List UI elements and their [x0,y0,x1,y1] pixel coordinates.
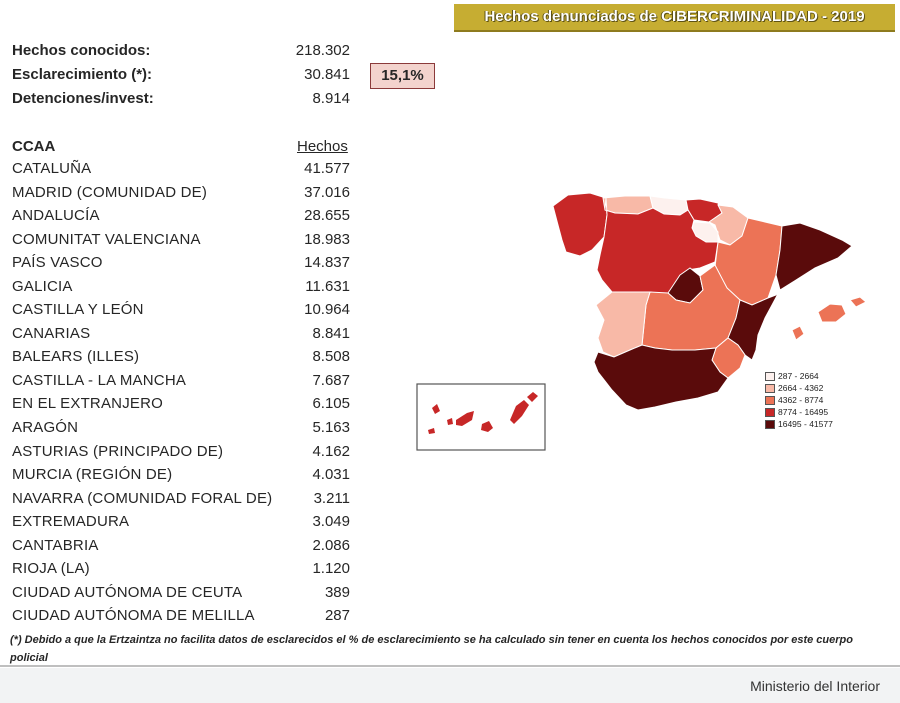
legend-item [765,406,875,418]
region-facts-value: 7.687 [312,371,350,389]
region-baleares-mallorca [818,304,846,322]
source-credit: Ministerio del Interior [750,678,880,694]
table-row [0,182,360,206]
region-name: CIUDAD AUTÓNOMA DE MELILLA [12,607,255,625]
legend-label: 287 - 2664 [778,371,819,381]
region-name: MADRID (COMUNIDAD DE) [12,183,208,201]
region-facts-value: 10.964 [304,301,350,319]
legend-swatch [765,408,775,417]
table-row [0,323,360,347]
region-name: EN EL EXTRANJERO [12,395,164,413]
legend-swatch [765,372,775,381]
region-facts-value: 28.655 [304,207,350,225]
region-facts-value: 4.162 [312,442,350,460]
table-row [0,511,360,535]
table-row [0,370,360,394]
region-facts-value: 3.049 [312,513,350,531]
table-row [0,205,360,229]
table-row [0,488,360,512]
region-name: ANDALUCÍA [12,207,100,225]
arrests-value: 8.914 [312,90,350,107]
table-row [0,535,360,559]
region-name: BALEARS (ILLES) [12,348,140,366]
arrests-label: Detenciones/invest: [12,90,154,107]
divider [0,665,900,667]
cleared-label: Esclarecimiento (*): [12,66,153,83]
region-facts-value: 18.983 [304,230,350,248]
table-row [0,229,360,253]
known-facts-value: 218.302 [295,42,350,59]
legend-swatch [765,384,775,393]
table-row [0,276,360,300]
region-name: EXTREMADURA [12,513,130,531]
legend-label: 2664 - 4362 [778,383,824,393]
region-facts-value: 41.577 [304,160,350,177]
region-name: CANARIAS [12,324,91,342]
region-baleares-ibiza [792,326,804,340]
region-name: NAVARRA (COMUNIDAD FORAL DE) [12,489,273,507]
region-name: CASTILLA Y LEÓN [12,301,144,319]
report-title: Hechos denunciados de CIBERCRIMINALIDAD - 2019 [484,8,865,25]
region-name: CATALUÑA [12,160,92,177]
legend-item [765,418,875,430]
table-row [0,558,360,582]
table-row [0,441,360,465]
title-bar [454,4,895,32]
legend-item [765,394,875,406]
region-name: COMUNITAT VALENCIANA [12,230,201,248]
table-row [0,605,360,629]
canary-islands-inset-frame [417,384,545,450]
region-name: CASTILLA - LA MANCHA [12,371,187,389]
table-row [0,417,360,441]
region-facts-value: 5.163 [312,419,350,437]
legend-item [765,382,875,394]
region-column-header: CCAA [12,138,56,155]
balearic-islands [792,297,866,340]
region-facts-value: 4.031 [312,466,350,484]
region-name: ARAGÓN [12,419,79,437]
table-row [0,158,360,182]
footnote: (*) Debido a que la Ertzaintza no facilita datos de esclarecidos el % de esclarecimiento se ha calculado sin tener en cuenta los hechos conocidos por este cuerpo policial [10,634,853,664]
region-facts-value: 8.508 [312,348,350,366]
region-facts-value: 6.105 [312,395,350,413]
region-name: RIOJA (LA) [12,560,90,578]
region-facts-value: 11.631 [305,277,350,295]
region-cataluna [776,223,852,290]
legend-label: 4362 - 8774 [778,395,824,405]
table-row [0,252,360,276]
region-name: GALICIA [12,277,73,295]
clearance-percentage: 15,1% [370,63,435,89]
region-name: CANTABRIA [12,536,99,554]
region-facts-value: 287 [324,607,350,625]
legend-label: 8774 - 16495 [778,407,829,417]
region-facts-value: 2.086 [312,536,350,554]
region-baleares-menorca [850,297,866,307]
map-legend [765,370,875,430]
region-facts-value: 389 [324,583,350,601]
region-galicia [553,193,607,256]
footer-bar [0,668,900,703]
table-row [0,299,360,323]
region-name: MURCIA (REGIÓN DE) [12,466,173,484]
table-row [0,393,360,417]
cleared-value: 30.841 [304,66,350,83]
region-name: ASTURIAS (PRINCIPADO DE) [12,442,224,460]
region-table [0,158,360,629]
legend-item [765,370,875,382]
region-facts-value: 37.016 [304,183,350,201]
table-row [0,582,360,606]
table-row [0,346,360,370]
legend-swatch [765,420,775,429]
region-facts-value: 1.120 [312,560,350,578]
legend-swatch [765,396,775,405]
region-name: CIUDAD AUTÓNOMA DE CEUTA [12,583,243,601]
table-row [0,464,360,488]
facts-column-header: Hechos [297,138,348,155]
region-facts-value: 14.837 [304,254,350,272]
region-facts-value: 8.841 [312,324,350,342]
known-facts-label: Hechos conocidos: [12,42,151,59]
region-name: PAÍS VASCO [12,254,103,272]
legend-label: 16495 - 41577 [778,419,833,429]
region-facts-value: 3.211 [313,489,350,507]
